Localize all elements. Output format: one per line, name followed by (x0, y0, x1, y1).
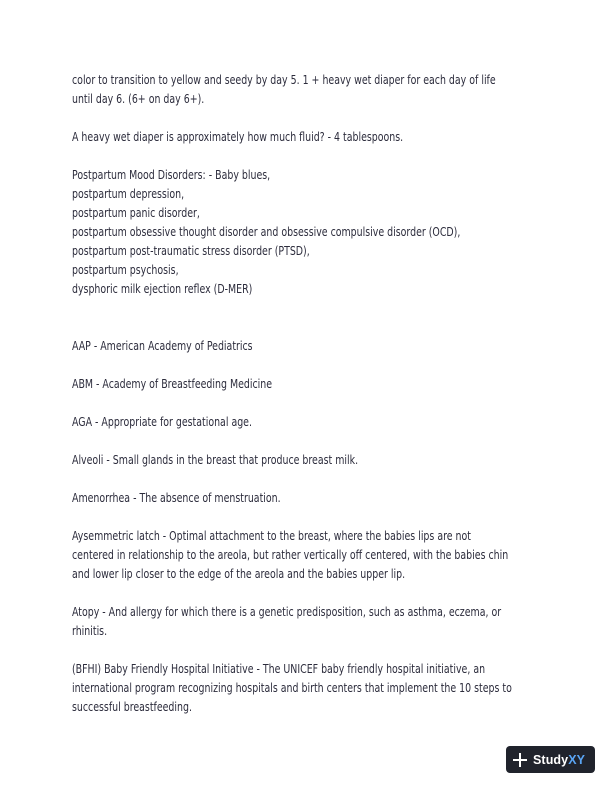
text-line: Postpartum Mood Disorders: - Baby blues, (72, 167, 271, 182)
paragraph-postpartum-mood-disorders (72, 165, 552, 298)
paragraph-wet-diaper-fluid (72, 127, 552, 146)
paragraph-abm (72, 374, 552, 393)
text-line: dysphoric milk ejection reflex (D-MER) (72, 281, 253, 296)
plus-icon (513, 753, 527, 767)
text-line: color to transition to yellow and seedy by day 5. 1 + heavy wet diaper for each day of life (72, 72, 496, 87)
brand-accent-text: XY (568, 752, 586, 767)
paragraph-atopy (72, 602, 552, 640)
studyxy-badge[interactable] (506, 746, 595, 773)
brand-main-text: Study (533, 752, 569, 767)
text-line: and lower lip closer to the edge of the areola and the babies upper lip. (72, 566, 406, 581)
paragraph-amenorrhea (72, 488, 552, 507)
paragraph-asymmetric-latch (72, 526, 552, 583)
text-line: AGA - Appropriate for gestational age. (72, 414, 252, 429)
paragraph-aga (72, 412, 552, 431)
text-line: Amenorrhea - The absence of menstruation. (72, 490, 281, 505)
text-line: successful breastfeeding. (72, 699, 192, 714)
paragraph-aap (72, 336, 552, 355)
text-line: international program recognizing hospitals and birth centers that implement the 10 steps to (72, 680, 512, 695)
paragraph-diaper-output (72, 70, 552, 108)
text-line: Atopy - And allergy for which there is a genetic predisposition, such as asthma, eczema, or (72, 604, 502, 619)
text-line: postpartum obsessive thought disorder and obsessive compulsive disorder (OCD), (72, 224, 461, 239)
text-line: Alveoli - Small glands in the breast that produce breast milk. (72, 452, 359, 467)
text-line: until day 6. (6+ on day 6+). (72, 91, 205, 106)
text-line: postpartum depression, (72, 186, 185, 201)
text-line: AAP - American Academy of Pediatrics (72, 338, 253, 353)
paragraph-bfhi (72, 659, 552, 716)
document-body (72, 70, 552, 716)
text-line: Aysemmetric latch - Optimal attachment to the breast, where the babies lips are not (72, 528, 471, 543)
text-line: postpartum psychosis, (72, 262, 179, 277)
text-line: postpartum panic disorder, (72, 205, 200, 220)
paragraph-alveoli (72, 450, 552, 469)
text-line: centered in relationship to the areola, but rather vertically off centered, with the babies chin (72, 547, 509, 562)
studyxy-logo-text (533, 753, 585, 767)
text-line: ABM - Academy of Breastfeeding Medicine (72, 376, 273, 391)
text-line: postpartum post-traumatic stress disorder (PTSD), (72, 243, 310, 258)
text-line: rhinitis. (72, 623, 108, 638)
text-line: A heavy wet diaper is approximately how much fluid? - 4 tablespoons. (72, 129, 404, 144)
text-line: (BFHI) Baby Friendly Hospital Initiative - The UNICEF baby friendly hospital initiative, an (72, 661, 486, 676)
